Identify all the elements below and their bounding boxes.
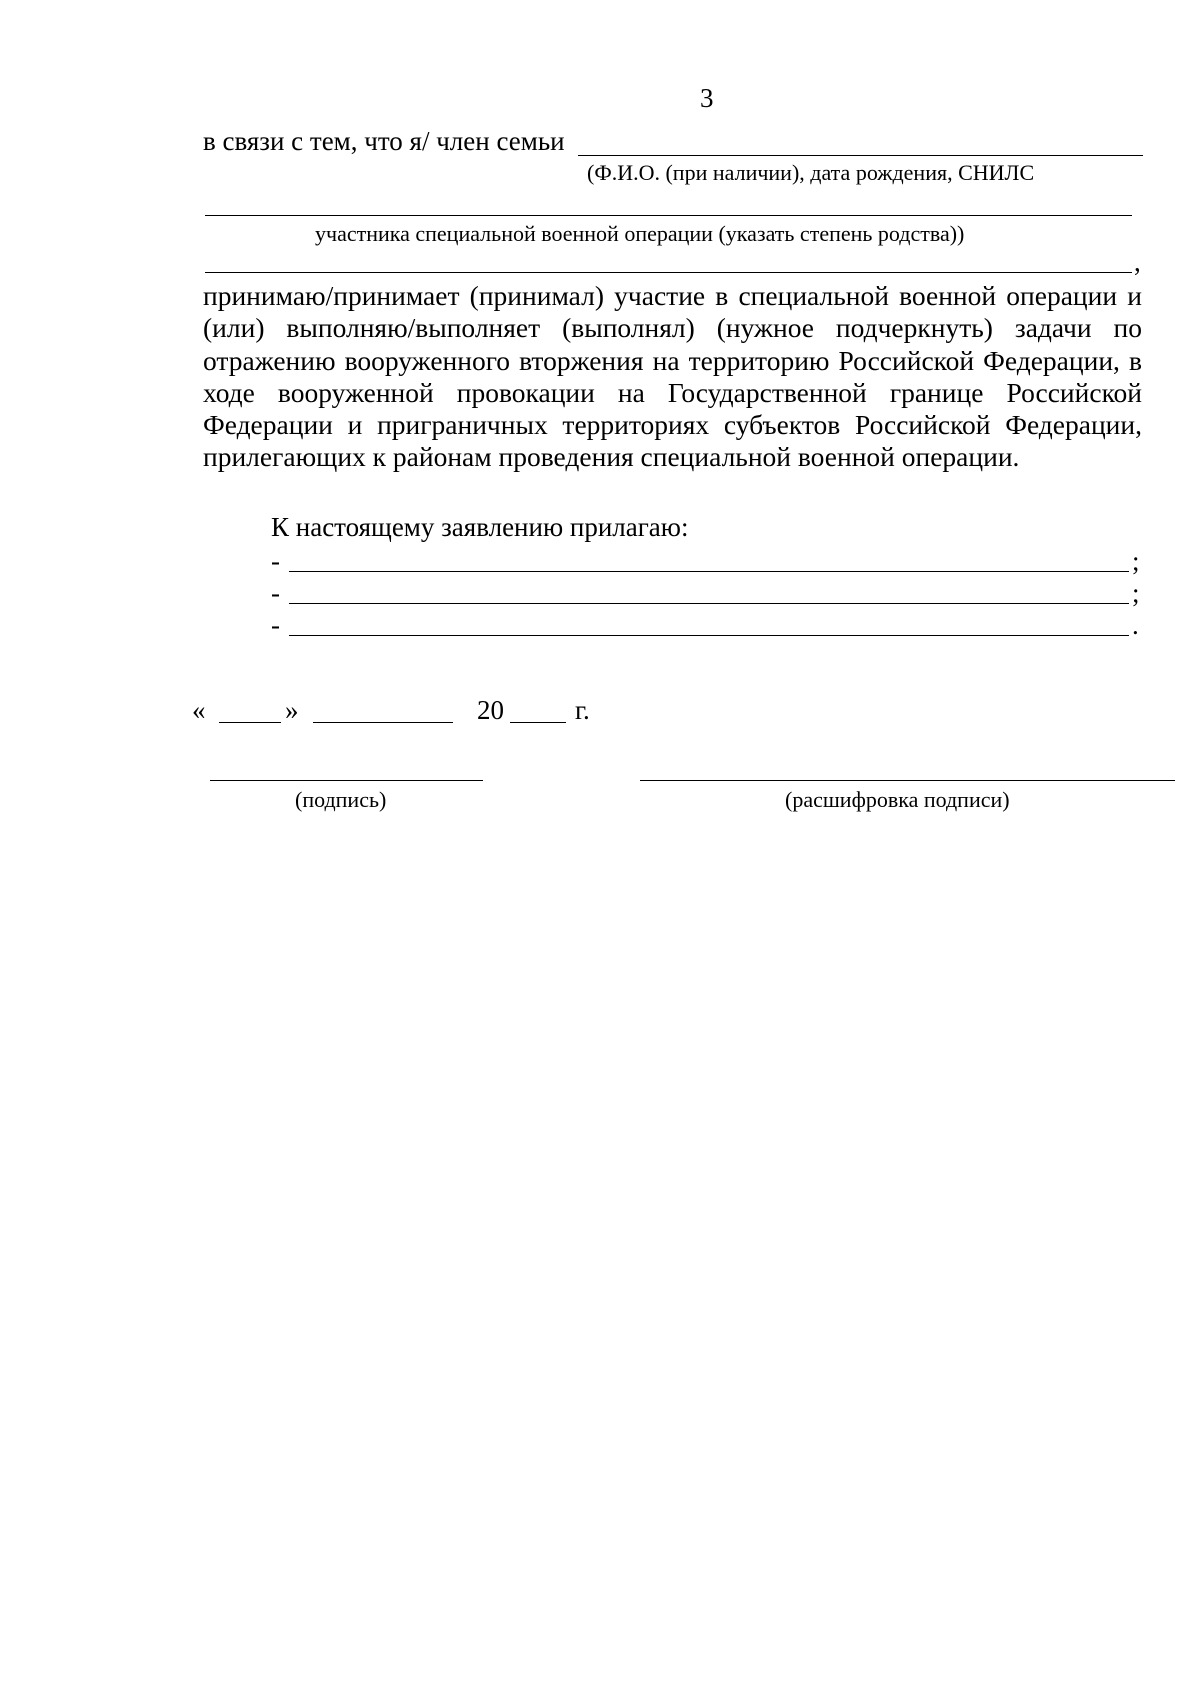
page-number: 3 xyxy=(700,83,714,113)
fio-fill-line[interactable] xyxy=(578,155,1143,156)
relation-fill-line[interactable] xyxy=(205,272,1132,273)
date-month-line[interactable] xyxy=(313,722,453,723)
attachment-item[interactable] xyxy=(271,610,1146,642)
date-close-quote: » xyxy=(285,695,299,725)
attachment-item[interactable] xyxy=(271,578,1146,610)
attachment-fill-line[interactable] xyxy=(289,571,1129,572)
participant-caption: участника специальной военной операции (указать степень родства)) xyxy=(315,221,965,246)
attachment-item[interactable] xyxy=(271,546,1146,578)
attachment-end-mark: ; xyxy=(1132,578,1140,608)
attachment-end-mark: ; xyxy=(1132,546,1140,576)
date-day-line[interactable] xyxy=(219,722,281,723)
date-open-quote: « xyxy=(192,695,206,725)
attachment-dash: - xyxy=(271,546,280,576)
date-year-line[interactable] xyxy=(510,722,566,723)
date-year-suffix: г. xyxy=(575,695,590,725)
signature-line[interactable] xyxy=(210,780,483,781)
fio-caption: (Ф.И.О. (при наличии), дата рождения, СНИЛС xyxy=(587,160,1035,185)
attachment-dash: - xyxy=(271,610,280,640)
attachment-dash: - xyxy=(271,578,280,608)
attachments-heading: К настоящему заявлению прилагаю: xyxy=(271,512,689,542)
fio-fill-line-2[interactable] xyxy=(205,215,1132,216)
date-year-prefix: 20 xyxy=(477,695,504,725)
intro-text: в связи с тем, что я/ член семьи xyxy=(203,126,565,156)
signature-caption: (подпись) xyxy=(295,787,387,812)
attachment-end-mark: . xyxy=(1132,610,1139,640)
main-paragraph: принимаю/принимает (принимал) участие в специальной военной операции и (или) выполняю/выполняет (выполнял) (нужное подчеркнуть) задачи по отражению вооруженного вторжения на территорию Российской Федерации, в ходе вооруженной провокации на Государственной границе Российской Федерации и приграничных территориях субъектов Российской Федерации, прилегающих к районам проведения специальной военной операции. xyxy=(203,280,1142,473)
signature-transcript-line[interactable] xyxy=(640,780,1175,781)
comma-mark: , xyxy=(1134,247,1141,277)
attachment-fill-line[interactable] xyxy=(289,635,1129,636)
transcript-caption: (расшифровка подписи) xyxy=(785,787,1010,812)
attachment-fill-line[interactable] xyxy=(289,603,1129,604)
